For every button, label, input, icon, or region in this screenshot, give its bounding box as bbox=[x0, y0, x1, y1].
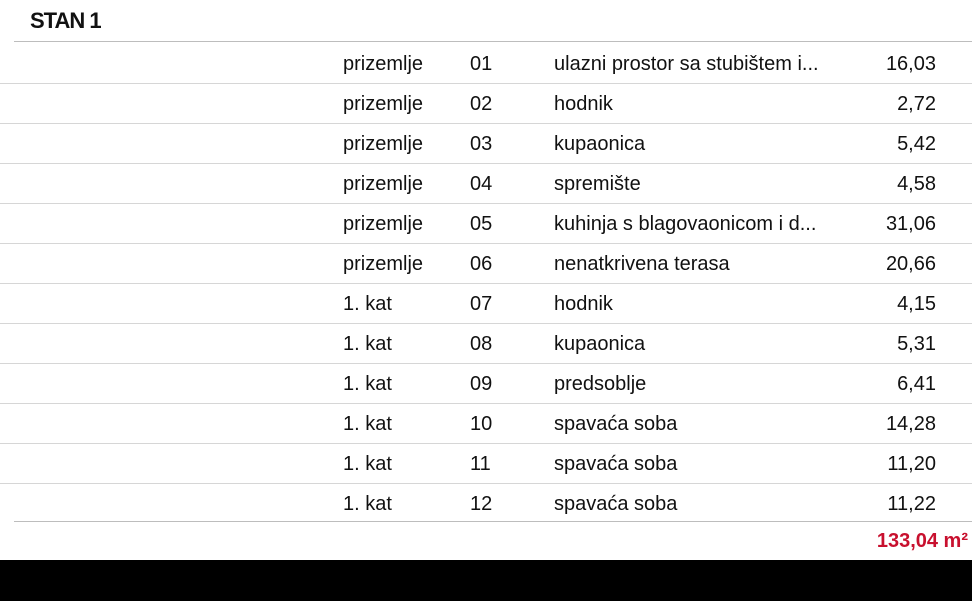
area-cell: 4,58 bbox=[897, 173, 936, 195]
room-number-cell: 08 bbox=[470, 333, 493, 355]
table-row bbox=[0, 284, 972, 324]
area-cell: 11,20 bbox=[887, 453, 936, 475]
room-number-cell: 07 bbox=[470, 293, 493, 315]
floor-cell: prizemlje bbox=[343, 213, 424, 235]
area-cell: 2,72 bbox=[897, 93, 936, 115]
room-name-cell: kupaonica bbox=[554, 133, 646, 155]
room-name-cell: nenatkrivena terasa bbox=[554, 253, 730, 275]
table-row bbox=[0, 44, 972, 84]
room-name-cell: spremište bbox=[554, 173, 641, 195]
total-area: 133,04 m² bbox=[876, 530, 968, 552]
table-row bbox=[0, 444, 972, 484]
room-name-cell: predsoblje bbox=[554, 373, 647, 395]
room-name-cell: hodnik bbox=[554, 93, 613, 115]
room-name-cell: hodnik bbox=[554, 293, 613, 315]
room-name-cell: spavaća soba bbox=[554, 413, 678, 435]
area-cell: 16,03 bbox=[885, 53, 936, 75]
floor-cell: prizemlje bbox=[343, 93, 424, 115]
floor-cell: 1. kat bbox=[343, 413, 392, 435]
room-number-cell: 10 bbox=[470, 413, 493, 435]
bottom-divider bbox=[14, 521, 972, 522]
floor-cell: 1. kat bbox=[343, 333, 392, 355]
area-cell: 5,31 bbox=[897, 333, 936, 355]
floor-cell: prizemlje bbox=[343, 133, 424, 155]
floor-cell: prizemlje bbox=[343, 253, 424, 275]
table-row bbox=[0, 404, 972, 444]
room-name-cell: spavaća soba bbox=[554, 493, 678, 515]
table-row bbox=[0, 244, 972, 284]
area-cell: 5,42 bbox=[897, 133, 936, 155]
table-row bbox=[0, 324, 972, 364]
room-name-cell: ulazni prostor sa stubištem i... bbox=[554, 53, 819, 75]
floor-cell: 1. kat bbox=[343, 493, 392, 515]
room-number-cell: 01 bbox=[470, 53, 493, 75]
room-number-cell: 12 bbox=[470, 493, 493, 515]
floor-cell: 1. kat bbox=[343, 293, 392, 315]
floor-cell: prizemlje bbox=[343, 53, 424, 75]
top-divider bbox=[14, 41, 972, 42]
area-cell: 20,66 bbox=[885, 253, 936, 275]
room-number-cell: 04 bbox=[470, 173, 493, 195]
room-number-cell: 03 bbox=[470, 133, 493, 155]
unit-title: STAN 1 bbox=[30, 8, 101, 33]
room-name-cell: kupaonica bbox=[554, 333, 646, 355]
room-number-cell: 06 bbox=[470, 253, 493, 275]
floor-cell: prizemlje bbox=[343, 173, 424, 195]
area-cell: 14,28 bbox=[885, 413, 936, 435]
room-list bbox=[0, 44, 972, 524]
table-row bbox=[0, 364, 972, 404]
area-cell: 6,41 bbox=[897, 373, 936, 395]
room-number-cell: 11 bbox=[470, 453, 491, 475]
area-cell: 11,22 bbox=[887, 493, 936, 515]
room-name-cell: spavaća soba bbox=[554, 453, 678, 475]
room-number-cell: 05 bbox=[470, 213, 493, 235]
table-row bbox=[0, 204, 972, 244]
room-number-cell: 02 bbox=[470, 93, 493, 115]
table-row bbox=[0, 84, 972, 124]
table-row bbox=[0, 164, 972, 204]
table-row bbox=[0, 124, 972, 164]
area-cell: 31,06 bbox=[885, 213, 936, 235]
area-cell: 4,15 bbox=[897, 293, 936, 315]
floor-cell: 1. kat bbox=[343, 373, 392, 395]
room-number-cell: 09 bbox=[470, 373, 493, 395]
floor-cell: 1. kat bbox=[343, 453, 392, 475]
table-row bbox=[0, 484, 972, 524]
room-name-cell: kuhinja s blagovaonicom i d... bbox=[554, 213, 817, 235]
